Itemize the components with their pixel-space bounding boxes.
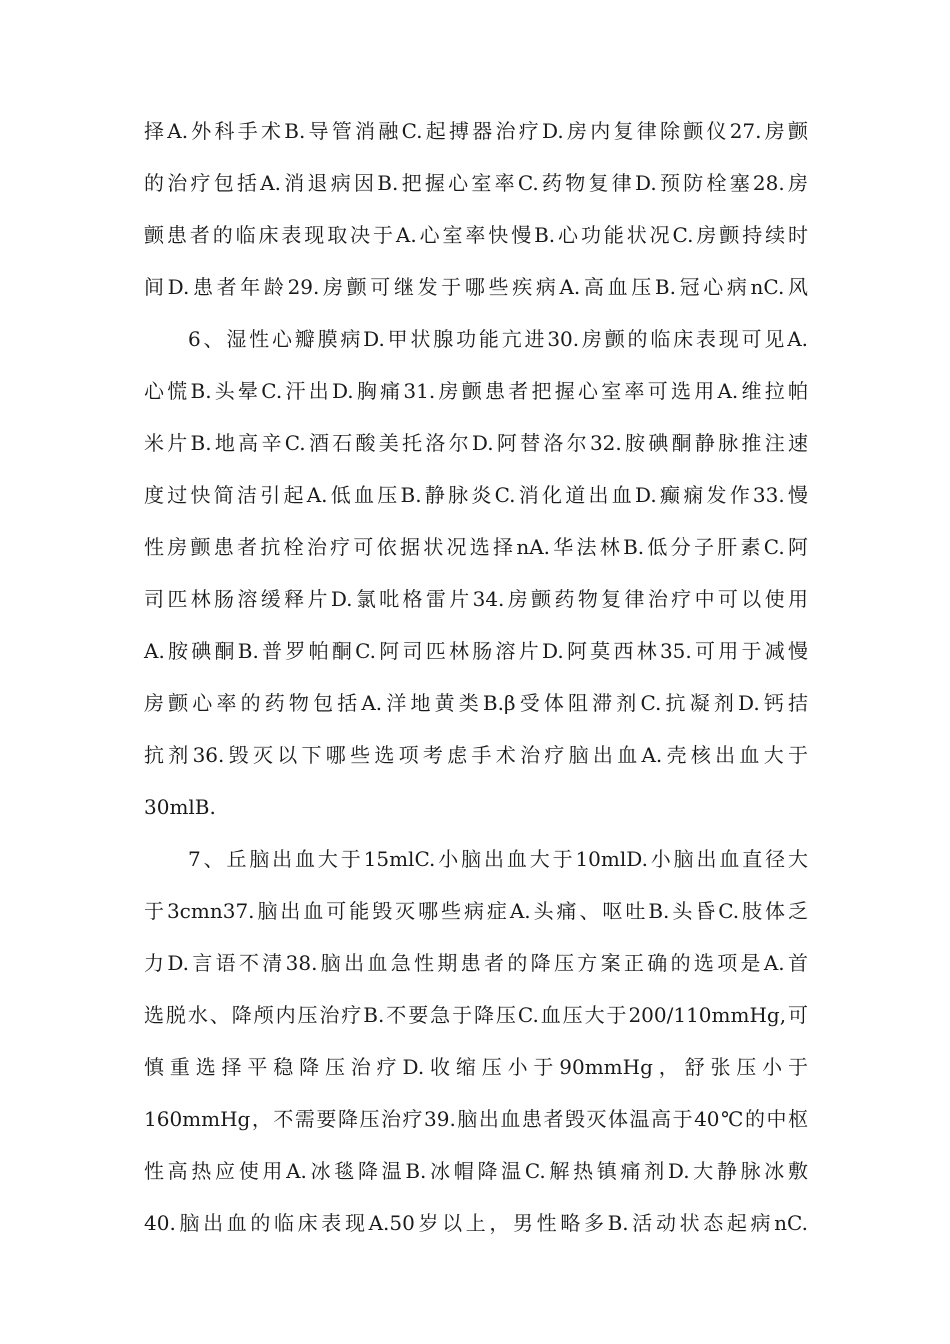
text-line: 性高热应使用A.冰毯降温B.冰帽降温C.解热镇痛剂D.大静脉冰敷 <box>144 1159 808 1183</box>
text-line: 度过快简洁引起A.低血压B.静脉炎C.消化道出血D.癫痫发作33.慢 <box>144 483 808 507</box>
text-line: 40.脑出血的临床表现A.50岁以上，男性略多B.活动状态起病nC. <box>144 1211 808 1235</box>
text-line: 择A.外科手术B.导管消融C.起搏器治疗D.房内复律除颤仪27.房颤 <box>144 119 808 143</box>
text-line: 米片B.地高辛C.酒石酸美托洛尔D.阿替洛尔32.胺碘酮静脉推注速 <box>144 431 808 455</box>
text-line: 颤患者的临床表现取决于A.心室率快慢B.心功能状况C.房颤持续时 <box>144 223 808 247</box>
text-line: 的治疗包括A.消退病因B.把握心室率C.药物复律D.预防栓塞28.房 <box>144 171 808 195</box>
text-line: A.胺碘酮B.普罗帕酮C.阿司匹林肠溶片D.阿莫西林35.可用于减慢 <box>144 639 808 663</box>
text-line: 司匹林肠溶缓释片D.氯吡格雷片34.房颤药物复律治疗中可以使用 <box>144 587 808 611</box>
text-line: 间D.患者年龄29.房颤可继发于哪些疾病A.高血压B.冠心病nC.风 <box>144 275 808 299</box>
text-line: 6、湿性心瓣膜病D.甲状腺功能亢进30.房颤的临床表现可见A. <box>188 327 808 351</box>
text-line: 160mmHg，不需要降压治疗39.脑出血患者毁灭体温高于40℃的中枢 <box>144 1107 808 1131</box>
text-line: 房颤心率的药物包括A.洋地黄类B.β受体阻滞剂C.抗凝剂D.钙拮 <box>144 691 808 715</box>
text-line: 选脱水、降颅内压治疗B.不要急于降压C.血压大于200/110mmHg,可 <box>144 1003 808 1027</box>
text-line: 抗剂36.毁灭以下哪些选项考虑手术治疗脑出血A.壳核出血大于 <box>144 743 808 767</box>
text-line: 力D.言语不清38.脑出血急性期患者的降压方案正确的选项是A.首 <box>144 951 808 975</box>
text-line: 慎重选择平稳降压治疗D.收缩压小于90mmHg，舒张压小于 <box>144 1055 808 1079</box>
text-line: 于3cmn37.脑出血可能毁灭哪些病症A.头痛、呕吐B.头昏C.肢体乏 <box>144 899 808 923</box>
text-line: 30mlB. <box>144 795 216 819</box>
text-line: 性房颤患者抗栓治疗可依据状况选择nA.华法林B.低分子肝素C.阿 <box>144 535 808 559</box>
text-line: 7、丘脑出血大于15mlC.小脑出血大于10mlD.小脑出血直径大 <box>188 847 808 871</box>
text-line: 心慌B.头晕C.汗出D.胸痛31.房颤患者把握心室率可选用A.维拉帕 <box>144 379 808 403</box>
